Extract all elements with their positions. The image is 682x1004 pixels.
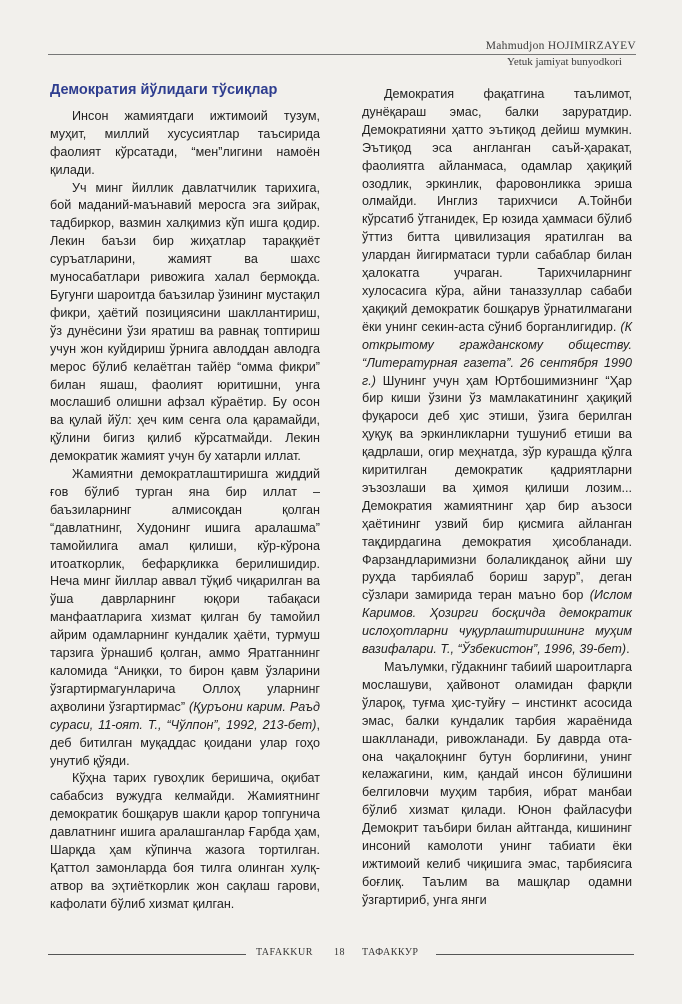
paragraph-text: Демократия фақатгина таълимот, дунёқараш эмас, балки заруратдир. Демократияни ҳатто эътиқод дейиш мумкин. Эътиқод эса англанган саъй-ҳаракат, фаолиятга айланмаса, одамлар ҳақиқий озодлик, эркинлик, фаровонликка эриша олмайди. Инглиз тарихчиси А.Тойнби кўрсатиб ўтганидек, Ер юзида ҳаммаси бўлиб ўттиз битта цивилизация яратилган ва улардан йигирматаси турли сабаблар билан ҳалокатга учраган. Тарихчиларнинг хулосасига кўра, айни таназзуллар сабаби ҳақиқий демократик бошқарув ўрнатилмагани ёки унинг секин-аста сўниб борганлигидир. bbox=[362, 87, 632, 334]
citation-text: (К открытому гражданскому обществу. “Литературная газета”. 26 сентября 1990 г.) bbox=[362, 319, 632, 388]
header-subtitle: Yetuk jamiyat bunyodkori bbox=[507, 56, 622, 68]
paragraph bbox=[50, 180, 320, 467]
paragraph-text: , деб битилган муқаддас қоидани улар гоҳо унутиб қўяди. bbox=[50, 717, 320, 768]
footer-magazine-cyrillic: ТАФАККУР bbox=[362, 947, 419, 958]
page-footer bbox=[0, 946, 682, 966]
article-title: Демократия йўлидаги тўсиқлар bbox=[50, 82, 278, 98]
paragraph-text: Шунинг учун ҳам Юртбошимизнинг “Ҳар бир киши ўзини ўз мамлакатининг ҳақиқий фуқароси деб ҳис этиши, ўзига берилган ҳуқуқ ва эркинликларни тушуниб етиши ва қадрлаши, огир меҳнатда, зўр курашда қўлга киритилган демократик қадриятларни эъзозлаши ва ҳимоя қилиши лозим... Демократия жамиятнинг ҳар бир аъзоси ҳаётининг узвий бир қисмига айланган тақдирдагина демократия ҳисобланади. Фарзандларимизни болаликданоқ айни шу руҳда тарбиялаб бориш зарур”, деган сўзлари замирида теран маъно бор bbox=[362, 373, 632, 603]
paragraph-text: Кўҳна тарих гувоҳлик беришича, оқибат сабабсиз вужудга келмайди. Жамиятнинг демократик бошқарув шакли қарор топгунича давлатнинг ишига аралашганлар Ғарбда ҳам, Шарқда ҳам кўпинча жазога тортилган. Қаттол замонларда боя тилга олинган хулқ-атвор ва эҳтиёткорлик жон сақлаш гарови, кафолати бўлиб хизмат қилган. bbox=[50, 771, 320, 911]
paragraph bbox=[50, 770, 320, 913]
paragraph bbox=[50, 466, 320, 770]
footer-rule-left bbox=[48, 954, 246, 955]
paragraph-text: . bbox=[626, 642, 630, 657]
paragraph bbox=[362, 86, 632, 659]
paragraph-text: Уч минг йиллик давлатчилик тарихига, бой маданий-маънавий меросга эга зийрак, тадбиркор, вазмин халқимиз кўп ишга қодир. Лекин баъзи бир жиҳатлар тараққиёт суръатларини, жамият ва шахс муносабатлари ривожига халал бермоқда. Бугунги шароитда баъзилар ўзининг мустақил фикри, ҳаётий позициясини шакллантириш, ўз дунёсини ўзи яратиш ва равнақ топтириш учун жон куйдириш ўрнига авлоддан авлодга мерос бўлиб келаётган тайёр “омма фикри” билан яшаш, фаолият юритишни, унга мослашиб олишни афзал кўраётир. Бу осон ва қулай йўл: ҳеч ким сенга ола қарамайди, қўлини бигиз қилиб кўрсатмайди. Лекин демократик жамият учун бу хатарли иллат. bbox=[50, 180, 320, 464]
footer-magazine-latin: TAFAKKUR bbox=[256, 947, 313, 958]
paragraph bbox=[50, 108, 320, 180]
footer-rule-right bbox=[436, 954, 634, 955]
right-column bbox=[362, 86, 632, 910]
paragraph-text: Жамиятни демократлаштиришга жиддий ғов бўлиб турган яна бир иллат – баъзиларнинг алмисоқдан қолган “давлатнинг, Худонинг ишига аралашма” тамойилига амал қилиши, кўр-кўрона итоаткорлик, бефарқликка берилишидир. Неча минг йиллар аввал тўқиб чиқарилган ва ўша даврларнинг юқори табақаси манфаатларига хизмат қилган бу тамойил айрим одамларнинг кундалик ҳаёти, турмуш тарзига ўрнашиб қолган, аммо Яратганнинг каломида “Аниқки, то бирон қавм ўзларини ўзгартирмагунларича Оллоҳ уларнинг аҳволини ўзгартирмас” bbox=[50, 467, 320, 714]
page-number: 18 bbox=[334, 947, 345, 958]
citation-text: (Қуръони карим. Раъд сураси, 11-оят. Т., “Чўлпон”, 1992, 213-бет) bbox=[50, 699, 321, 732]
paragraph-text: Инсон жамиятдаги ижтимоий тузум, муҳит, миллий хусусиятлар таъсирида фаолият кўрсатади, “мен”лигини намоён қилади. bbox=[50, 108, 320, 177]
citation-text: (Ислом Каримов. Ҳозирги босқичда демократик ислоҳотларни чуқурлаштиришнинг муҳим вазифалари. Т., “Ўзбекистон”, 1996, 39-бет) bbox=[362, 588, 632, 657]
header-author: Mahmudjon HOJIMIRZAYEV bbox=[485, 40, 636, 52]
paragraph bbox=[362, 659, 632, 910]
header-rule bbox=[48, 54, 636, 55]
left-column bbox=[50, 82, 320, 914]
paragraph-text: Маълумки, гўдакнинг табиий шароитларга мослашуви, ҳайвонот оламидан фарқли ўлароқ, туғма ҳис-туйғу – инстинкт асосида эмас, балки кундалик тарбия жараёнида шаклланади, ривожланади. Бу даврда ота-она чақалоқнинг бутун борлиғини, унинг келажагини, ким, қандай инсон бўлишини белгиловчи муҳим тарбия, ибрат манбаи бўлиб хизмат қилади. Юнон файласуфи Демокрит таъбири билан айтганда, кишининг инсоний камолоти унинг табиати ёки ижтимоий келиб чиқишига эмас, тарбиясига боғлиқ. Таълим ва машқлар одамни ўзгартириб, унга янги bbox=[362, 660, 632, 907]
